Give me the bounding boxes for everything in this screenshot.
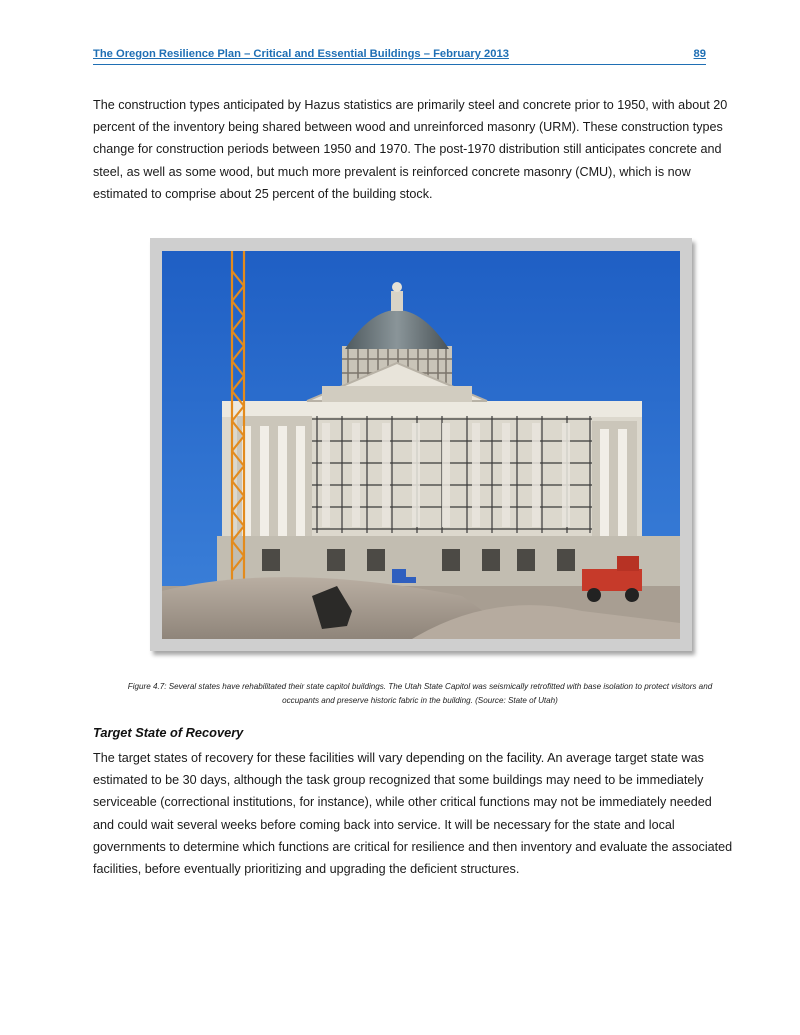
figure-frame [150,238,692,651]
running-header [93,48,706,65]
upper-cornice [222,401,642,417]
dome-lantern [391,291,403,311]
figure-caption: Figure 4.7: Several states have rehabilitated their state capitol buildings. The Utah State Capitol was seismically retrofitted with base isolation to protect visitors and occupants and preserve historic fabric in the building. (Source: State of Utah) [127,682,713,705]
recovery-paragraph: The target states of recovery for these facilities will vary depending on the facility. An average target state was estimated to be 30 days, although the task group recognized that some buildings may need to be immediately serviceable (correctional institutions, for instance), while other critical functions may not be immediately needed and could wait several weeks before coming back into service. It will be necessary for the state and local governments to determine which functions are critical for resilience and then inventory and evaluate the associated facilities, before eventually prioritizing and upgrading the deficient structures. [93,751,733,877]
intro-paragraph: The construction types anticipated by Hazus statistics are primarily steel and concrete prior to 1950, with about 20 percent of the inventory being shared between wood and unreinforced masonry (URM). These construction types change for construction periods between 1950 and 1970. The post-1970 distribution still anticipates concrete and steel, as well as some wood, but much more prevalent is reinforced concrete masonry (CMU), which is now estimated to comprise about 25 percent of the building stock. [93,98,728,201]
dome-finial [392,282,402,292]
roof-line [322,386,472,402]
section-heading: Target State of Recovery [93,725,244,740]
header-title: The Oregon Resilience Plan – Critical and Essential Buildings – February 2013 [93,48,509,60]
capitol-photo [162,251,680,639]
page-number: 89 [693,48,706,60]
